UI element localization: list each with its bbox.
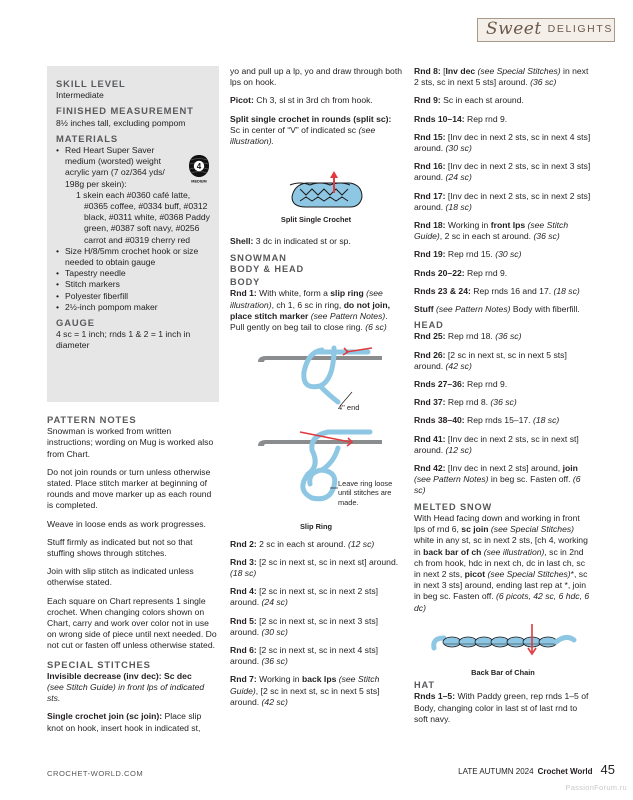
rnd-count: (36 sc): [530, 77, 557, 88]
rnd-emphasis: back lps: [301, 674, 337, 685]
rnd-text: , [2 sc in next st, sc in next 5 sts] around.: [230, 685, 380, 707]
notes-paragraph: Each square on Chart represents 1 single crochet. When changing colors shown on Chart, carry and work over color not in use on wrong side of piece until next needed. Do not cut or fasten off unless otherwise stated.: [47, 595, 217, 651]
rnd-label: Rnds 1–5:: [414, 691, 456, 702]
rnd-label: Rnds 38–40:: [414, 415, 465, 426]
rnd-label: Rnds 10–14:: [414, 113, 465, 124]
rnd-37: [414, 397, 592, 408]
rnd-label: Rnd 18:: [414, 220, 446, 231]
rnd-9: [414, 95, 592, 106]
rnd-ref: (see Pattern Notes): [414, 474, 489, 485]
rnd-text: [Inv dec in next 2 sts] around,: [445, 463, 563, 474]
rnd-2: [230, 539, 402, 550]
rnd-text: . Pull gently on beg tail to close ring.: [230, 310, 388, 333]
rnd-text: Sc in each st around.: [440, 95, 524, 106]
rnd-text: Rep rnd 18.: [445, 331, 496, 342]
rnd-label: Rnd 9:: [414, 95, 441, 106]
rnd-text: Rep rnd 8.: [445, 397, 491, 408]
rnd-label: Rnd 19:: [414, 249, 446, 260]
skill-value: Intermediate: [56, 90, 104, 101]
rnd-text: [2 sc in next st, sc in next 2 sts] around.: [230, 586, 379, 608]
skill-heading: SKILL LEVEL: [56, 78, 126, 89]
materials-list: [56, 145, 211, 190]
rnd-label: Rnd 6:: [230, 645, 257, 656]
rnd-4: [230, 586, 402, 608]
rnd-ref: (see Pattern Notes): [433, 304, 511, 315]
body-heading: BODY: [230, 277, 261, 288]
rnd-15: [414, 132, 592, 154]
shell-text: 3 dc in indicated st or sp.: [253, 235, 351, 246]
rnd-emphasis: do not join, place stitch marker: [230, 299, 390, 321]
melted-snow-heading: MELTED SNOW: [414, 501, 493, 512]
sc-join-definition: [47, 711, 219, 733]
split-sc-title: Split single crochet in rounds (split sc):: [230, 113, 392, 124]
rnd-text: [2 sc in next st, sc in next 4 sts] around.: [230, 645, 379, 667]
materials-heading: MATERIALS: [56, 132, 119, 144]
info-box: [47, 66, 219, 402]
rnd-label: Rnd 4:: [230, 586, 257, 597]
rnd-text: Working in: [256, 674, 302, 685]
rnd-count: (36 sc): [261, 656, 288, 667]
picot-definition: [230, 95, 402, 106]
rnd-17: [414, 191, 592, 213]
rnd-text: , ch 1, 6 sc in ring,: [271, 299, 344, 310]
melted-emphasis: back bar of ch: [423, 546, 482, 557]
rnd-label: Rnd 15:: [414, 131, 446, 142]
melted-text: white in any st, sc in next 2 sts, [ch 4, working in: [414, 535, 588, 557]
rnd-label: Rnd 3:: [230, 556, 257, 567]
rnd-count: (24 sc): [445, 172, 472, 183]
rnd-38-40: [414, 415, 592, 426]
rnd-text: in next 2 sts, sc in next 5 sts] around.: [414, 66, 589, 88]
rnd-label: Rnd 5:: [230, 615, 257, 626]
rnd-count: (30 sc): [261, 626, 288, 637]
melted-text: With Head facing down and working in front lps of rnd 6,: [414, 512, 580, 535]
hat-heading: HAT: [414, 680, 435, 691]
rnd-label: Rnd 17:: [414, 190, 446, 201]
shell-title: Shell:: [230, 235, 254, 246]
split-sc-ref: (see illustration).: [230, 124, 376, 147]
rnd-text: Rep rnds 16 and 17.: [470, 285, 554, 296]
gauge-value: 4 sc = 1 inch; rnds 1 & 2 = 1 inch in diameter: [56, 329, 191, 351]
notes-heading: PATTERN NOTES: [47, 414, 137, 425]
gauge-heading: GAUGE: [56, 317, 95, 329]
split-sc-text: Sc in center of “V” of indicated sc: [230, 124, 359, 135]
materials-list-2: [56, 246, 211, 313]
brand-badge: [477, 18, 615, 42]
rnd-count: (36 sc): [490, 397, 517, 408]
page-number: 45: [600, 762, 615, 777]
materials-item-detail: 1 skein each #0360 café latte, #0365 coffee, #0334 buff, #0312 black, #0311 white, #0368 Paddy green, #0387 soft navy, #0256 carrot and #0319 cherry red: [76, 189, 210, 245]
rnd-count: (18 sc): [553, 285, 580, 296]
rnd-text: [2 sc in next st, sc in next 5 sts] around.: [414, 349, 567, 371]
rnd-count: (18 sc): [532, 415, 560, 426]
sc-join-text: Place slip knot on hook, insert hook in indicated st,: [47, 711, 202, 733]
slip-ring-caption: Slip Ring: [299, 522, 333, 532]
rnd-42: [414, 463, 592, 497]
column-3: [414, 66, 592, 732]
inv-dec-text: (see Stitch Guide) in front lps of indicated sts.: [47, 682, 205, 704]
rnd-count: (30 sc): [495, 249, 522, 260]
rnd-count: (30 sc): [445, 143, 472, 154]
body-head-heading: BODY & HEAD: [230, 264, 305, 275]
rnd-10-14: [414, 114, 592, 125]
melted-emphasis: picot: [464, 568, 486, 579]
rnd-text: [: [440, 66, 446, 76]
rnd-19: [414, 249, 592, 260]
hat-rnds-1-5: [414, 691, 592, 725]
brand-delights: DELIGHTS: [547, 23, 613, 36]
rnd-16: [414, 161, 592, 183]
rnd-text: Body with fiberfill.: [510, 304, 580, 315]
rnd-label: Rnd 2:: [230, 538, 257, 549]
rnd-6: [230, 645, 402, 667]
rnd-count: (12 sc): [445, 444, 472, 455]
rnd-text: in beg sc. Fasten off.: [488, 474, 573, 485]
rnd-text: [Inv dec in next 2 sts, sc in next 2 sts] around.: [414, 190, 591, 212]
sc-join-continued: yo and pull up a lp, yo and draw through both lps on hook.: [230, 66, 402, 88]
rnd-text: Rep rnd 9.: [464, 113, 508, 124]
column-2: [230, 66, 402, 715]
materials-item: • Size H/8/5mm crochet hook or size needed to obtain gauge: [56, 246, 211, 268]
rnd-count: (42 sc): [261, 696, 288, 707]
rnd-text: [Inv dec in next 2 sts, sc in next st] around.: [414, 433, 579, 455]
rnd-text: Rep rnd 9.: [464, 267, 508, 278]
column-1: [47, 414, 219, 741]
rnd-text: Rep rnd 15.: [445, 249, 496, 260]
melted-emphasis: sc join: [461, 524, 489, 535]
picot-title: Picot:: [230, 95, 254, 106]
rnd-label: Rnd 37:: [414, 397, 446, 408]
rnd-label: Rnd 1:: [230, 288, 257, 299]
rnd-text: [Inv dec in next 2 sts, sc in next 3 sts] around.: [414, 161, 591, 183]
melted-count: (6 picots, 42 sc, 6 hdc, 6 dc): [414, 591, 590, 613]
sc-join-title: Single crochet join (sc join):: [47, 711, 163, 722]
rnd-count: (36 sc): [533, 231, 560, 242]
materials-item: • Polyester fiberfill: [56, 291, 211, 302]
rnd-ref: (see Stitch Guide): [230, 674, 380, 696]
rnd-label: Rnds 23 & 24:: [414, 285, 471, 296]
rnd-41: [414, 434, 592, 456]
rnd-count: (18 sc): [445, 201, 472, 212]
rnd-ref: (see Stitch Guide): [414, 220, 569, 242]
back-bar-caption: Back Bar of Chain: [471, 667, 535, 677]
rnd-25: [414, 331, 592, 342]
rnd-emphasis: Inv dec: [445, 66, 476, 76]
snowman-heading: SNOWMAN: [230, 251, 287, 263]
rnd-23-24: [414, 286, 592, 297]
watermark: PassionForum.ru: [565, 783, 627, 792]
rnd-count: (36 sc): [495, 331, 522, 342]
rnd-label: Rnd 16:: [414, 161, 446, 172]
notes-paragraph: Do not join rounds or turn unless otherwise stated. Place stitch marker at beginning of rounds and move marker up as each round is completed.: [47, 466, 212, 511]
rnd-1: [230, 288, 402, 333]
rnd-label: Rnds 27–36:: [414, 379, 465, 390]
notes-paragraph: Snowman is worked from written instructions; wording on Mug is worked also from Chart.: [47, 426, 214, 459]
rnd-emphasis: front lps: [490, 220, 526, 231]
rnd-ref: (see Pattern Notes): [308, 310, 386, 321]
rnd-label: Rnds 20–22:: [414, 267, 465, 278]
split-sc-illustration: [230, 149, 402, 215]
back-bar-illustration: [414, 616, 592, 666]
rnd-text: Working in: [445, 220, 491, 231]
rnd-ref: (see illustration): [230, 288, 383, 310]
rnd-text: With Paddy green, rep rnds 1–5 of Body, changing color in last st of last rnd to soft navy.: [414, 691, 589, 724]
rnd-text: With white, form a: [256, 288, 331, 299]
split-sc-definition: [230, 114, 402, 148]
end-label: 4" end: [338, 403, 360, 413]
materials-item: • Stitch markers: [56, 279, 211, 290]
melted-ref: (see Special Stitches): [488, 524, 575, 535]
notes-paragraph: Join with slip stitch as indicated unless otherwise stated.: [47, 566, 194, 588]
rnd-text: [2 sc in next st, sc in next st] around.: [256, 556, 399, 567]
rnd-text: Rep rnd 9.: [464, 379, 508, 390]
rnd-ref: (see Special Stitches): [475, 66, 561, 76]
rnd-label: Rnd 42:: [414, 463, 446, 474]
rnd-text: 2 sc in each st around.: [256, 538, 348, 549]
rnd-emphasis: join: [562, 463, 578, 474]
rnd-8: [414, 66, 592, 88]
rnd-20-22: [414, 268, 592, 279]
notes-paragraph: Weave in loose ends as work progresses.: [47, 518, 206, 529]
split-sc-caption: Split Single Crochet: [280, 215, 352, 225]
picot-text: Ch 3, sl st in 3rd ch from hook.: [253, 95, 373, 106]
shell-definition: [230, 236, 402, 247]
footer-magazine: Crochet World: [537, 767, 593, 776]
finished-heading: FINISHED MEASUREMENT: [56, 105, 194, 117]
rnd-label: Rnd 25:: [414, 331, 446, 342]
footer-issue: LATE AUTUMN 2024: [458, 767, 534, 776]
rnd-label: Rnd 26:: [414, 349, 446, 360]
inv-dec-definition: [47, 671, 219, 705]
rnd-26: [414, 350, 592, 372]
materials-item: • Red Heart Super Saver medium (worsted) weight acrylic yarn (7 oz/364 yds/ 198g per skein):: [56, 145, 211, 190]
rnd-slip-ring: slip ring: [330, 288, 364, 299]
rnd-label: Rnd 8:: [414, 66, 441, 76]
brand-sweet: Sweet: [486, 19, 542, 40]
ring-note: Leave ring loose until stitches are made.: [338, 479, 393, 507]
melted-snow-instructions: [414, 513, 592, 614]
materials-item: • 2½-inch pompom maker: [56, 302, 211, 313]
rnd-count: (24 sc): [261, 597, 288, 608]
rnd-5: [230, 616, 402, 638]
rnd-label: Stuff: [414, 304, 434, 315]
slip-ring-figure: [230, 340, 402, 519]
inv-dec-title: Invisible decrease (inv dec): Sc dec: [47, 670, 192, 681]
rnd-count: (6 sc): [414, 474, 581, 496]
footer-issue-info: [458, 764, 615, 777]
rnd-text: , 2 sc in each st around.: [439, 231, 534, 242]
head-heading: HEAD: [414, 320, 444, 331]
rnd-18: [414, 220, 592, 242]
special-heading: SPECIAL STITCHES: [47, 658, 151, 670]
rnd-count: (12 sc): [347, 538, 375, 549]
melted-ref: (see illustration): [481, 546, 545, 557]
yarn-weight-number: 4: [196, 162, 202, 171]
yarn-weight-label: MEDIUM: [191, 179, 207, 184]
rnd-label: Rnd 7:: [230, 674, 257, 685]
stuff-step: [414, 304, 592, 315]
rnd-text: [Inv dec in next 2 sts, sc in next 4 sts] around.: [414, 131, 591, 154]
rounds-list: [230, 539, 402, 668]
materials-item: • Tapestry needle: [56, 268, 211, 279]
rnd-count: (18 sc): [230, 568, 257, 579]
footer-url: CROCHET-WORLD.COM: [47, 769, 144, 778]
finished-value: 8½ inches tall, excluding pompom: [56, 117, 186, 128]
melted-text: , sc in 2nd ch from hook, hdc in next ch, dc in last ch, sc in next 2 sts,: [414, 546, 585, 579]
rnd-27-36: [414, 379, 592, 390]
rnd-text: Rep rnds 15–17.: [464, 415, 533, 426]
rnd-text: [2 sc in next st, sc in next 3 sts] around.: [230, 615, 379, 637]
rnd-3: [230, 557, 402, 579]
melted-ref: (see Special Stitches): [485, 568, 571, 579]
rnd-count: (6 sc): [365, 322, 387, 333]
notes-paragraph: Stuff firmly as indicated but not so that stuffing shows through stitches.: [47, 536, 193, 559]
melted-text: *, sc in next 3 sts] around, ending last rep at *, join in beg sc. Fasten off.: [414, 568, 588, 602]
rnd-label: Rnd 41:: [414, 433, 446, 444]
rnd-count: (42 sc): [445, 360, 472, 371]
rnd-7: [230, 674, 402, 708]
